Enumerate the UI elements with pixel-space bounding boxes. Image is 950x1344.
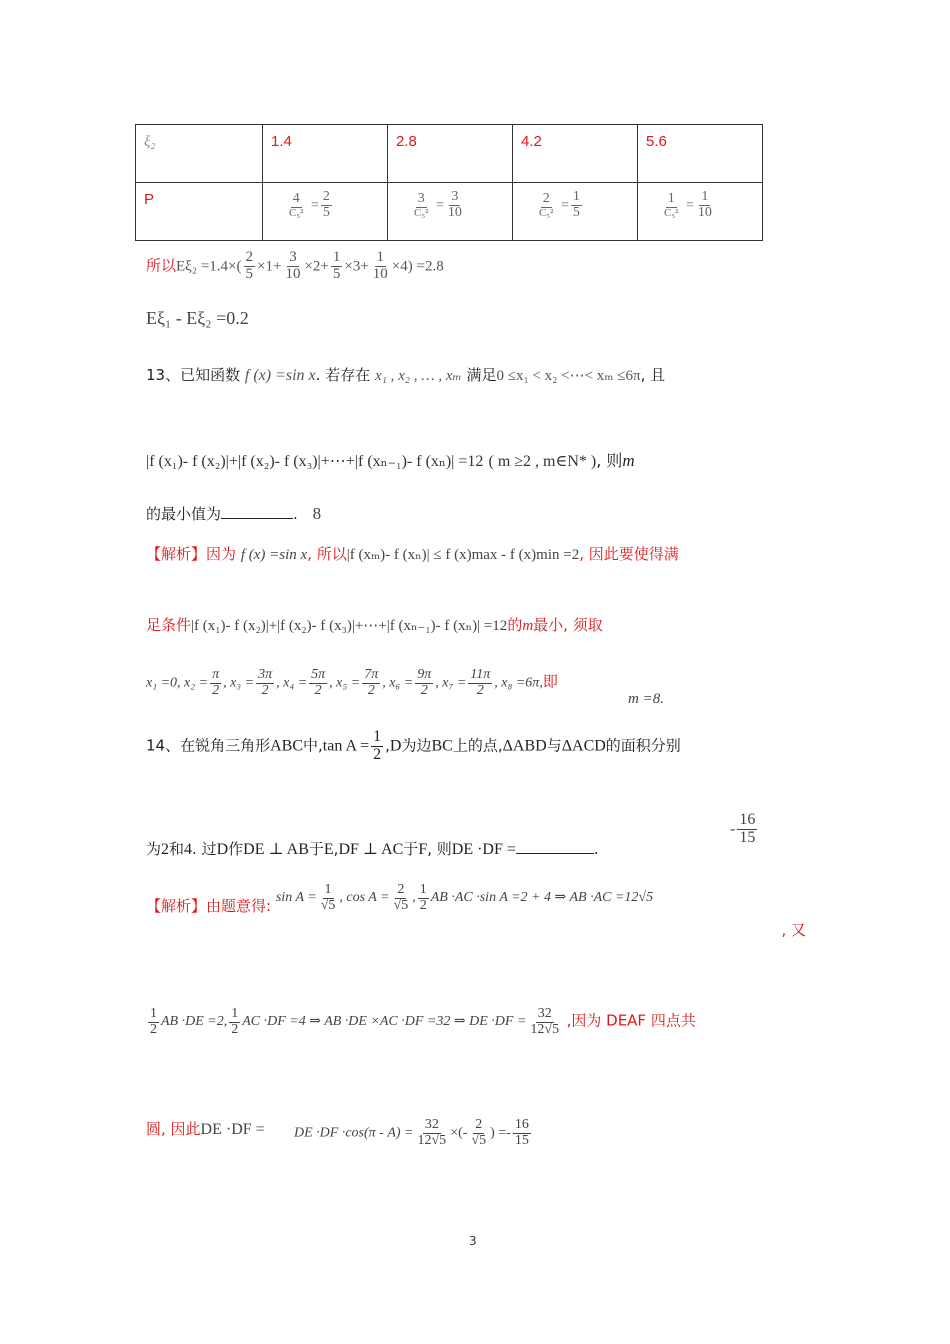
- q13-answer: 8: [312, 504, 322, 523]
- q14-line2: 为2和4. 过D作DE ⊥ AB于E,DF ⊥ AC于F, 则DE ·DF = .: [146, 840, 599, 858]
- table-row: [136, 183, 763, 241]
- table-cell-label: ξ₂: [136, 125, 263, 183]
- q13-solution-line2: 足条件|f (x₁)- f (x₂)|+|f (x₂)- f (x₃)|+⋯+|f (xₙ₋₁)- f (xₙ)| =12的m最小, 须取: [146, 616, 603, 634]
- table-cell: 4.2: [513, 125, 638, 183]
- q14-solution-line2: $\frac{1}{2}$ AB ·DE =2, $\frac{1}{2}$ AC ·DF =4 ⇒ AB ·DE ×AC ·DF =32 ⇒ DE ·DF = $\frac{32}{12√5}$ ,因为 DEAF 四点共: [150, 1006, 696, 1037]
- q13-solution-line3: x₁ =0, x₂ = $\frac{\pi}{2}$ , x₃ = $\frac{3\pi}{2}$ , x₄ = $\frac{5\pi}{2}$ , x₅ = $\frac{7\pi}{2}$ , x₆ = $\frac{9\pi}{2}$ , x₇ = $\frac{11\pi}{2}$ , x₈ =6π,即: [146, 667, 558, 698]
- answer-blank: [221, 504, 293, 519]
- table-cell: $\frac{3}{\text{C₅²}}$ = $\frac{3}{10}$: [388, 183, 513, 241]
- table-cell: 1.4: [263, 125, 388, 183]
- q14-answer: - $\frac{16}{15}$: [730, 811, 756, 846]
- q13-line3: 的最小值为 . 8: [146, 504, 322, 523]
- table-cell: $\frac{4}{\text{C₅²}}$ = $\frac{2}{5}$: [263, 183, 388, 241]
- difference-line: Eξ₁ - Eξ₂ =0.2: [146, 308, 249, 328]
- table-cell: $\frac{2}{\text{C₅²}}$ = $\frac{1}{5}$: [513, 183, 638, 241]
- q13-line1: 13、已知函数 f (x) =sin x. 若存在 x₁ , x₂ , … , xₘ 满足0 ≤x₁ < x₂ <⋯< xₘ ≤6π, 且: [146, 366, 666, 384]
- table-cell: 5.6: [638, 125, 763, 183]
- q14-solution-expr: DE ·DF ·cos(π - A) = $\frac{32}{12√5}$ ×(- $\frac{2}{√5}$ ) =- $\frac{16}{15}$: [294, 1117, 529, 1148]
- q14-solution-line1: 【解析】由题意得: sin A = $\frac{1}{√5}$ , cos A = $\frac{2}{√5}$ , $\frac{1}{2}$ AB ·AC ·sin A =2 + 4 ⇒ AB ·AC =12√5 , 又: [146, 882, 806, 939]
- q13-solution-result: m =8.: [628, 691, 664, 707]
- q13-line2: |f (x₁)- f (x₂)|+|f (x₂)- f (x₃)|+⋯+|f (xₙ₋₁)- f (xₙ)| =12 ( m ≥2 , m∈N* ), 则m: [146, 451, 635, 470]
- table-cell: $\frac{1}{\text{C₅²}}$ = $\frac{1}{10}$: [638, 183, 763, 241]
- distribution-table: [135, 124, 763, 241]
- expectation-line: 所以Eξ₂ =1.4×( $\frac{2}{5}$ ×1+ $\frac{3}{10}$ ×2+ $\frac{1}{5}$ ×3+ $\frac{1}{10}$ ×4) =2.8: [146, 249, 444, 282]
- q14-line1: 14、在锐角三角形ABC中,tan A = $\frac{1}{2}$ ,D为边BC上的点,ΔABD与ΔACD的面积分别: [146, 728, 681, 763]
- page-number: 3: [469, 1234, 477, 1248]
- q14-solution-line3: 圆, 因此DE ·DF =: [146, 1120, 265, 1138]
- q13-solution-line1: 【解析】因为 f (x) =sin x, 所以|f (xₘ)- f (xₙ)| ≤ f (x)max - f (x)min =2, 因此要使得满: [146, 545, 679, 563]
- answer-blank: [516, 839, 594, 854]
- table-cell-label: P: [136, 183, 263, 241]
- table-row: [136, 125, 763, 183]
- table-cell: 2.8: [388, 125, 513, 183]
